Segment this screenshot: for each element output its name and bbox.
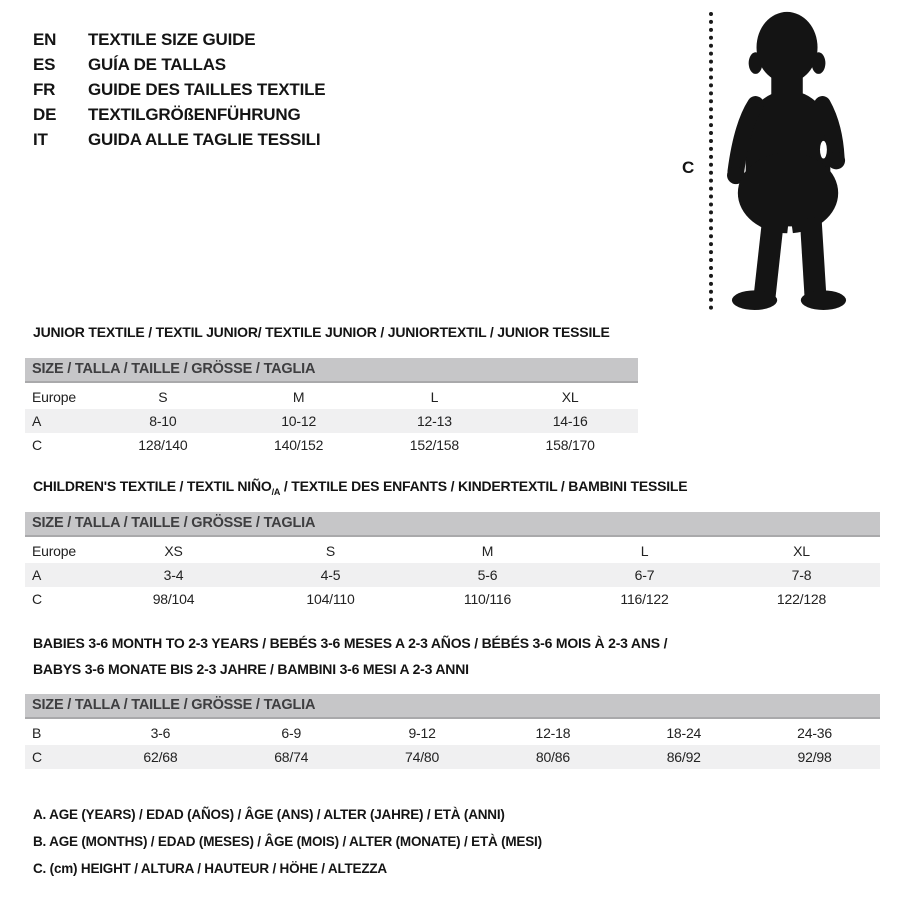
table-cell: 6-7 bbox=[634, 567, 655, 583]
table-cell: XL bbox=[561, 389, 579, 405]
footnote-legend bbox=[33, 801, 542, 882]
lang-label: GUÍA DE TALLAS bbox=[88, 54, 226, 74]
table-row bbox=[25, 587, 880, 611]
baby-silhouette bbox=[725, 8, 853, 313]
table-row bbox=[25, 385, 638, 409]
table-cell: S bbox=[325, 543, 336, 559]
babies-title-line2: BABYS 3-6 MONATE BIS 2-3 JAHRE / BAMBINI 3-6 MESI A 2-3 ANNI bbox=[33, 661, 469, 677]
table-cell: 128/140 bbox=[138, 437, 188, 453]
lang-code: DE bbox=[33, 104, 57, 124]
junior-section-title: JUNIOR TEXTILE / TEXTIL JUNIOR/ TEXTILE JUNIOR / JUNIORTEXTIL / JUNIOR TESSILE bbox=[33, 324, 610, 340]
table-row bbox=[25, 721, 880, 745]
footnote-a: A. AGE (YEARS) / EDAD (AÑOS) / ÂGE (ANS) / ALTER (JAHRE) / ETÀ (ANNI) bbox=[33, 807, 505, 822]
height-measure-dotted-line bbox=[709, 12, 713, 310]
lang-code: IT bbox=[33, 129, 48, 149]
table-cell: 122/128 bbox=[776, 591, 827, 607]
table-cell: M bbox=[292, 389, 305, 405]
footnote-b: B. AGE (MONTHS) / EDAD (MESES) / ÂGE (MOIS) / ALTER (MONATE) / ETÀ (MESI) bbox=[33, 834, 542, 849]
table-row bbox=[25, 409, 638, 433]
language-list bbox=[33, 27, 325, 152]
table-cell: 80/86 bbox=[535, 749, 570, 765]
lang-code: FR bbox=[33, 79, 56, 99]
table-cell: 4-5 bbox=[320, 567, 341, 583]
lang-row-en bbox=[33, 27, 325, 52]
lang-row-de bbox=[33, 102, 325, 127]
children-title-post: / TEXTILE DES ENFANTS / KINDERTEXTIL / BAMBINI TESSILE bbox=[280, 478, 688, 494]
table-cell: 24-36 bbox=[797, 725, 832, 741]
lang-row-it bbox=[33, 127, 325, 152]
table-cell: 98/104 bbox=[152, 591, 195, 607]
table-cell: 6-9 bbox=[281, 725, 302, 741]
table-cell: 10-12 bbox=[281, 413, 317, 429]
table-row bbox=[25, 563, 880, 587]
table-cell: 9-12 bbox=[408, 725, 436, 741]
height-measure-label: C bbox=[682, 158, 695, 177]
junior-size-table bbox=[25, 358, 638, 457]
table-cell: 7-8 bbox=[791, 567, 812, 583]
lang-row-fr bbox=[33, 77, 325, 102]
table-cell: 8-10 bbox=[149, 413, 177, 429]
babies-size-table bbox=[25, 694, 880, 769]
table-cell: 12-13 bbox=[416, 413, 452, 429]
table-cell: 74/80 bbox=[405, 749, 440, 765]
row-label: C bbox=[32, 749, 42, 765]
table-cell: 152/158 bbox=[409, 437, 459, 453]
table-row bbox=[25, 433, 638, 457]
table-cell: 62/68 bbox=[143, 749, 178, 765]
footnote-c: C. (cm) HEIGHT / ALTURA / HAUTEUR / HÖHE / ALTEZZA bbox=[33, 861, 387, 876]
table-cell: 14-16 bbox=[552, 413, 588, 429]
table-cell: M bbox=[481, 543, 494, 559]
table-cell: 86/92 bbox=[666, 749, 701, 765]
table-cell: S bbox=[158, 389, 168, 405]
lang-label: TEXTILE SIZE GUIDE bbox=[88, 29, 256, 49]
children-section-title bbox=[33, 478, 687, 497]
babies-size-header: SIZE / TALLA / TAILLE / GRÖSSE / TAGLIA bbox=[25, 694, 880, 719]
table-cell: 158/170 bbox=[545, 437, 595, 453]
table-row bbox=[25, 745, 880, 769]
table-cell: 92/98 bbox=[797, 749, 832, 765]
row-label: Europe bbox=[32, 389, 76, 405]
row-label: Europe bbox=[32, 543, 76, 559]
table-cell: 68/74 bbox=[274, 749, 309, 765]
lang-code: EN bbox=[33, 29, 57, 49]
table-cell: 18-24 bbox=[666, 725, 702, 741]
table-cell: 5-6 bbox=[477, 567, 498, 583]
lang-code: ES bbox=[33, 54, 56, 74]
lang-label: GUIDA ALLE TAGLIE TESSILI bbox=[88, 129, 321, 149]
lang-row-es bbox=[33, 52, 325, 77]
children-size-table bbox=[25, 512, 880, 611]
lang-label: GUIDE DES TAILLES TEXTILE bbox=[88, 79, 326, 99]
table-cell: 110/116 bbox=[463, 591, 512, 607]
lang-label: TEXTILGRÖßENFÜHRUNG bbox=[88, 104, 301, 124]
table-cell: XS bbox=[164, 543, 183, 559]
babies-title-line1: BABIES 3-6 MONTH TO 2-3 YEARS / BEBÉS 3-6 MESES A 2-3 AÑOS / BÉBÉS 3-6 MOIS À 2-3 ANS / bbox=[33, 635, 668, 651]
table-cell: 3-4 bbox=[163, 567, 184, 583]
row-label: B bbox=[32, 725, 42, 741]
babies-section-title bbox=[33, 630, 667, 682]
children-size-header: SIZE / TALLA / TAILLE / GRÖSSE / TAGLIA bbox=[25, 512, 880, 537]
junior-size-header: SIZE / TALLA / TAILLE / GRÖSSE / TAGLIA bbox=[25, 358, 638, 383]
table-cell: 140/152 bbox=[274, 437, 324, 453]
table-cell: XL bbox=[793, 543, 810, 559]
table-cell: L bbox=[430, 389, 439, 405]
children-title-pre: CHILDREN'S TEXTILE / TEXTIL NIÑO bbox=[33, 478, 272, 494]
table-cell: 104/110 bbox=[306, 591, 355, 607]
table-row bbox=[25, 539, 880, 563]
row-label: A bbox=[32, 567, 42, 583]
row-label: C bbox=[32, 591, 42, 607]
row-label: A bbox=[32, 413, 42, 429]
table-cell: 116/122 bbox=[620, 591, 669, 607]
children-title-sub: /A bbox=[271, 486, 281, 497]
table-cell: 3-6 bbox=[150, 725, 171, 741]
table-cell: 12-18 bbox=[535, 725, 571, 741]
row-label: C bbox=[32, 437, 42, 453]
table-cell: L bbox=[640, 543, 649, 559]
